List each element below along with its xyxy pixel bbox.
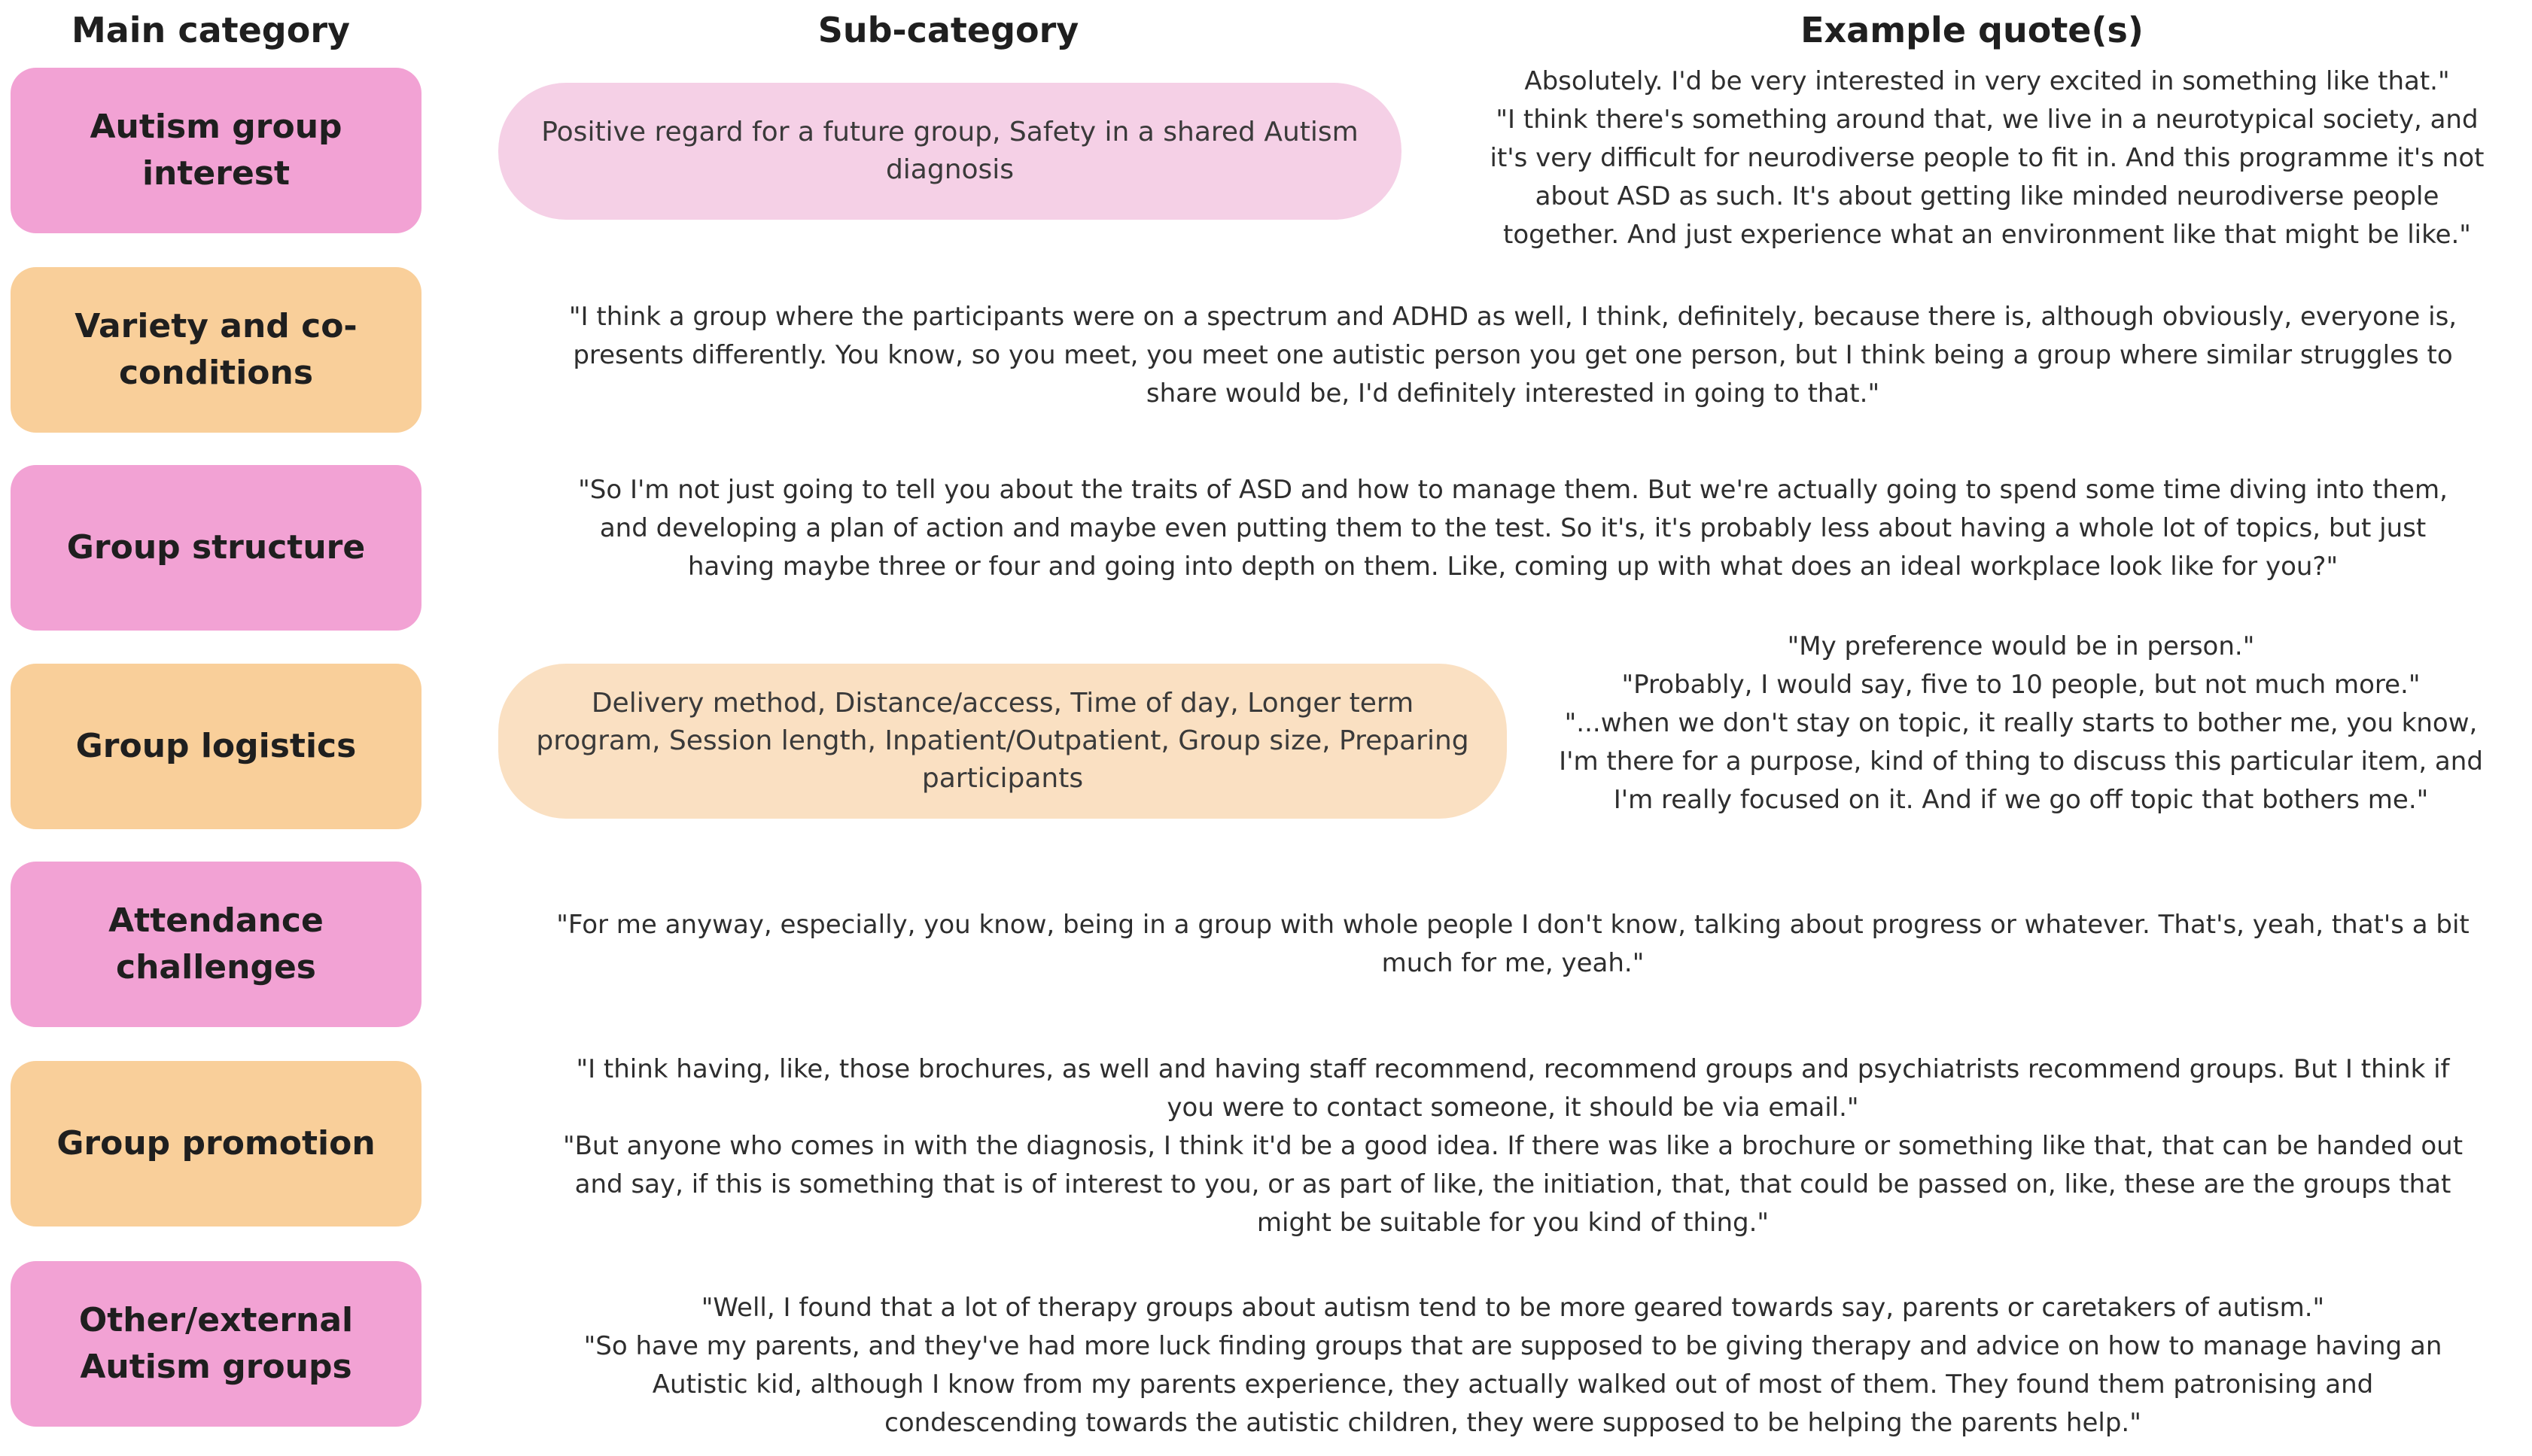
subcategory-autism-group-interest: Positive regard for a future group, Safety in a shared Autism diagnosis xyxy=(498,83,1401,220)
main-category-header: Main category xyxy=(71,10,351,50)
category-group-structure: Group structure xyxy=(11,465,421,631)
quote-attendance-challenges xyxy=(497,903,2529,986)
quote-other-external-autism-groups xyxy=(497,1287,2529,1445)
quote-text: "Well, I found that a lot of therapy groups about autism tend to be more geared towards say, parents or caretakers of autism." "So have my parents, and they've had more luck finding groups that are supposed to be giving therapy and advice on how to manage having an Autistic kid, although I know from my parents experience, they actually walked out of most of them. They found them patronising and condescending towards the autistic children, they were supposed to be helping the parents help." xyxy=(583,1293,2442,1438)
quote-group-logistics xyxy=(1513,625,2529,822)
quote-group-promotion xyxy=(497,1047,2529,1245)
category-attendance-challenges: Attendance challenges xyxy=(11,862,421,1027)
quote-text: "I think a group where the participants were on a spectrum and ADHD as well, I think, definitely, because there is, although obviously, everyone is, presents differently. You know, so you meet, you meet one autistic person you get one person, but I think being a group where similar struggles to share would be, I'd definitely interested in going to that." xyxy=(568,301,2457,409)
category-group-logistics: Group logistics xyxy=(11,664,421,829)
quote-variety-and-co-conditions xyxy=(497,295,2529,415)
quote-text: "My preference would be in person." "Probably, I would say, five to 10 people, but not much more." "...when we don't stay on topic, it really starts to bother me, you know, I'm there for a purpose, kind of thing to discuss this particular item, and I'm really focused on it. And if we go off topic that bothers me." xyxy=(1559,631,2483,815)
category-autism-group-interest: Autism group interest xyxy=(11,68,421,233)
quote-text: "For me anyway, especially, you know, being in a group with whole people I don't know, talking about progress or whatever. That's, yeah, that's a bit much for me, yeah." xyxy=(556,910,2470,978)
quote-group-structure xyxy=(497,468,2529,588)
quote-text: "I think having, like, those brochures, as well and having staff recommend, recommend groups and psychiatrists recommend groups. But I think if you were to contact someone, it should be via email." "But anyone who comes in with the diagnosis, I think it'd be a good idea. If there was like a brochure or something like that, that can be handed out and say, if this is something that is of interest to you, or as part of like, the initiation, that, that could be passed on, like, these are the groups that might be suitable for you kind of thing." xyxy=(562,1053,2464,1238)
category-group-promotion: Group promotion xyxy=(11,1061,421,1227)
quote-text: Absolutely. I'd be very interested in very excited in something like that." "I think there's something around that, we live in a neurotypical society, and it's very difficult for neurodiverse people to fit in. And this programme it's not about ASD as such. It's about getting like minded neurodiverse people together. And just experience what an environment like that might be like." xyxy=(1490,65,2485,250)
quote-autism-group-interest xyxy=(1445,62,2529,254)
subcategory-group-logistics: Delivery method, Distance/access, Time of day, Longer term program, Session length, Inpatient/Outpatient, Group size, Preparing participants xyxy=(498,664,1507,819)
sub-category-header: Sub-category xyxy=(817,10,1079,50)
category-variety-and-co-conditions: Variety and co-conditions xyxy=(11,267,421,433)
example-quotes-header: Example quote(s) xyxy=(1800,10,2144,50)
quote-text: "So I'm not just going to tell you about the traits of ASD and how to manage them. But we're actually going to spend some time diving into them, and developing a plan of action and maybe even putting them to the test. So it's, it's probably less about having a whole lot of topics, but just having maybe three or four and going into depth on them. Like, coming up with what does an ideal workplace look like for you?" xyxy=(578,474,2448,582)
category-other-external-autism-groups: Other/external Autism groups xyxy=(11,1261,421,1427)
